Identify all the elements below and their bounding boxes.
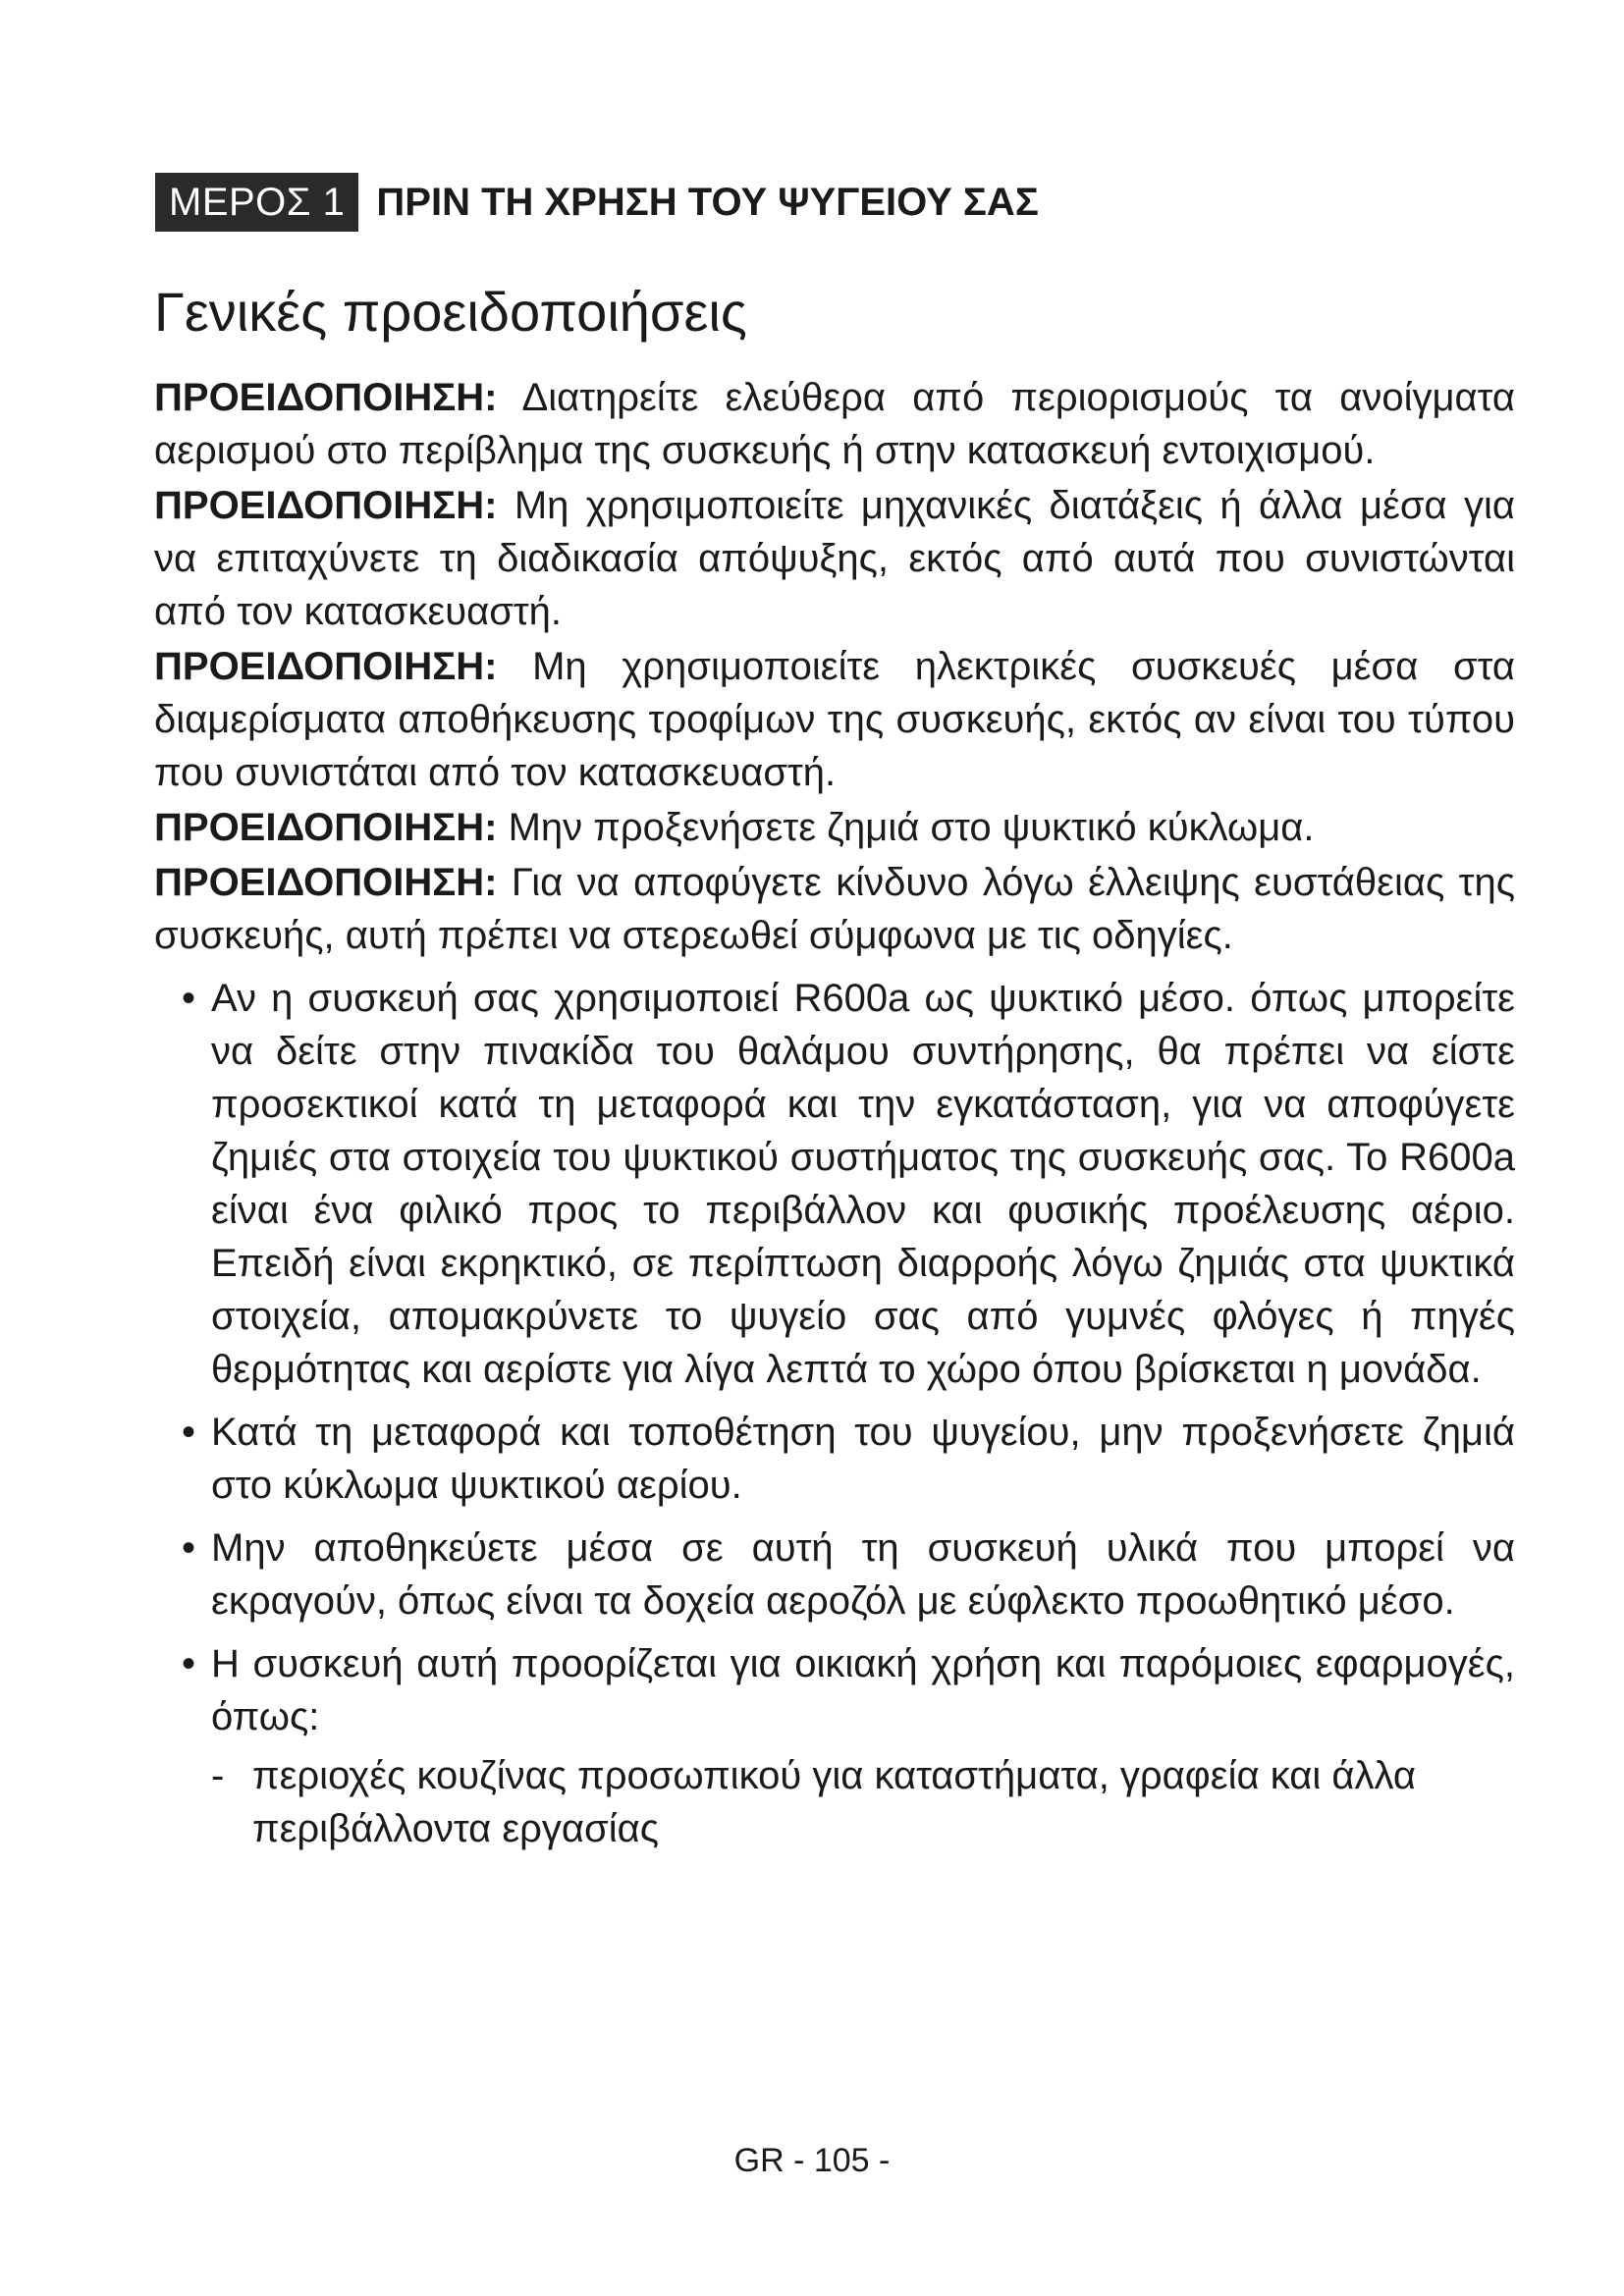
warning-text: Για να αποφύγετε κίνδυνο λόγω έλλειψης ευστάθειας της συσκευής, αυτή πρέπει να στερεωθεί σύμφωνα με τις οδηγίες. [154,861,1515,957]
warnings-body [154,371,1515,1855]
warning-text: Διατηρείτε ελεύθερα από περιορισμούς τα ανοίγματα αερισμού στο περίβλημα της συσκευής ή στην κατασκευή εντοιχισμού. [154,376,1515,472]
warning-text: Μη χρησιμοποιείτε ηλεκτρικές συσκευές μέσα στα διαμερίσματα αποθήκευσης τροφίμων της συσκευής, εκτός αν είναι του τύπου που συνιστάται από τον κατασκευαστή. [154,645,1515,794]
bullet-item [154,1522,1515,1628]
section-title: ΠΡΙΝ ΤΗ ΧΡΗΣΗ ΤΟΥ ΨΥΓΕΙΟΥ ΣΑΣ [376,180,1039,224]
warning-text: Μη χρησιμοποιείτε μηχανικές διατάξεις ή άλλα μέσα για να επιταχύνετε τη διαδικασία απόψυξης, εκτός από αυτά που συνιστώνται από τον κατασκευαστή. [154,484,1515,633]
bullet-dot-icon: • [182,1526,196,1570]
warning-label: ΠΡΟΕΙΔΟΠΟΙΗΣΗ: [154,484,498,527]
bullet-dot-icon: • [182,1642,196,1685]
bullet-dot-icon: • [182,977,196,1020]
bullet-item [154,972,1515,1396]
sub-item-text: περιοχές κουζίνας προσωπικού για καταστήματα, γραφεία και άλλα περιβάλλοντα εργασίας [252,1754,1416,1850]
bullet-text: Κατά τη μεταφορά και τοποθέτηση του ψυγείου, μην προξενήσετε ζημιά στο κύκλωμα ψυκτικού αερίου. [211,1411,1515,1507]
bullet-text: Μην αποθηκεύετε μέσα σε αυτή τη συσκευή υλικά που μπορεί να εκραγούν, όπως είναι τα δοχεία αεροζόλ με εύφλεκτο προωθητικό μέσο. [211,1526,1515,1623]
page-number: GR - 105 - [733,2142,891,2179]
warning-label: ΠΡΟΕΙΔΟΠΟΙΗΣΗ: [154,806,498,849]
warning-label: ΠΡΟΕΙΔΟΠΟΙΗΣΗ: [154,861,498,904]
section-badge: ΜΕΡΟΣ 1 [155,173,358,232]
bullet-item [154,1406,1515,1512]
page-heading: Γενικές προειδοποιήσεις [154,281,747,343]
bullet-text: Αν η συσκευή σας χρησιμοποιεί R600a ως ψυκτικό μέσο. όπως μπορείτε να δείτε στην πινακίδα του θαλάμου συντήρησης, θα πρέπει να είστε προσεκτικοί κατά τη μεταφορά και την εγκατάσταση, για να αποφύγετε ζημιές στα στοιχεία του ψυκτικού συστήματος της συσκευής σας. Το R600a είναι ένα φιλικό προς το περιβάλλον και φυσικής προέλευσης αέριο. Επειδή είναι εκρηκτικό, σε περίπτωση διαρροής λόγω ζημιάς στα ψυκτικά στοιχεία, απομακρύνετε το ψυγείο σας από γυμνές φλόγες ή πηγές θερμότητας και αερίστε για λίγα λεπτά το χώρο όπου βρίσκεται η μονάδα. [211,977,1515,1391]
warning-label: ΠΡΟΕΙΔΟΠΟΙΗΣΗ: [154,376,498,419]
warning-label: ΠΡΟΕΙΔΟΠΟΙΗΣΗ: [154,645,498,688]
warning-paragraph [154,479,1515,638]
dash-icon: - [211,1754,225,1797]
sub-list [154,1749,1515,1855]
sub-list-item [154,1749,1515,1855]
warning-paragraph [154,801,1515,854]
warning-text: Μην προξενήσετε ζημιά στο ψυκτικό κύκλωμα. [508,806,1315,849]
warning-paragraph [154,640,1515,799]
bullet-item [154,1637,1515,1743]
warning-paragraph [154,856,1515,962]
bullet-dot-icon: • [182,1411,196,1454]
warning-paragraph [154,371,1515,477]
section-header [155,173,1039,232]
bullet-text: Η συσκευή αυτή προορίζεται για οικιακή χρήση και παρόμοιες εφαρμογές, όπως: [211,1642,1515,1738]
bullet-list [154,972,1515,1743]
